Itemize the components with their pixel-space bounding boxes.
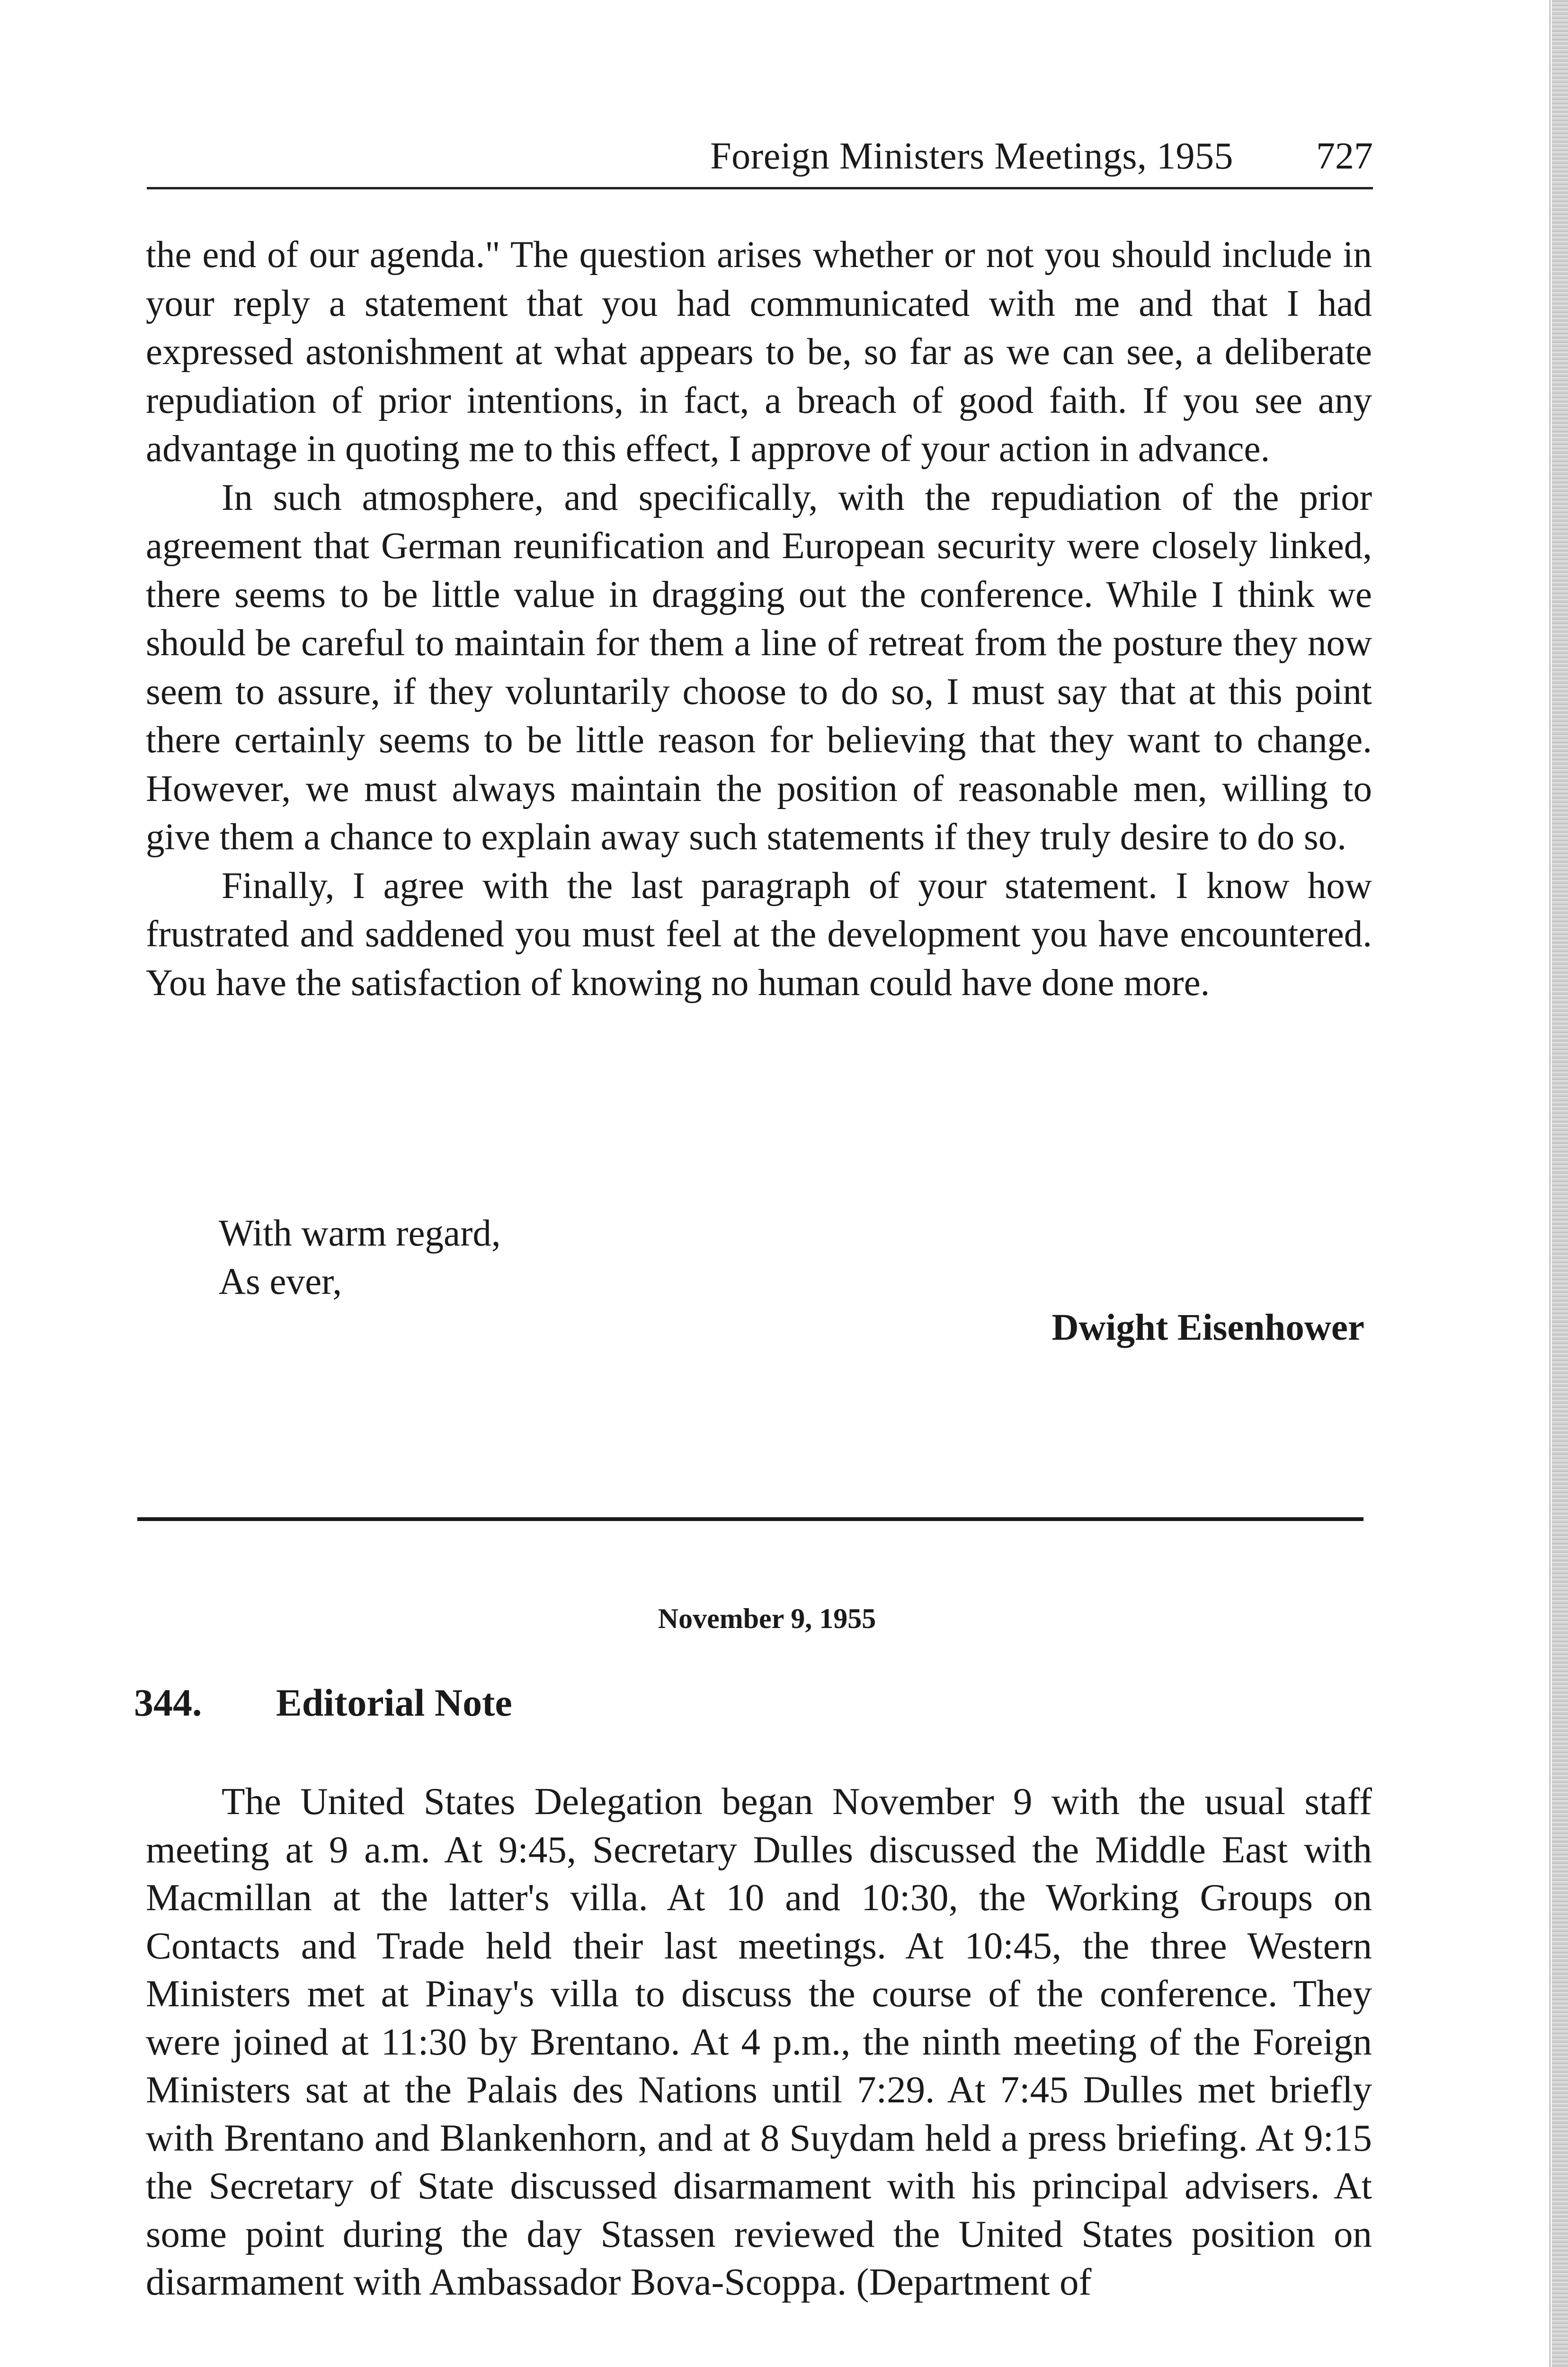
document-title: Editorial Note — [276, 1681, 512, 1724]
closing-regard: With warm regard, — [219, 1213, 501, 1254]
letter-body — [146, 231, 1372, 1007]
document-date: November 9, 1955 — [658, 1603, 876, 1634]
closing-as-ever: As ever, — [219, 1261, 342, 1302]
document-heading — [134, 1681, 512, 1725]
running-head-title: Foreign Ministers Meetings, 1955 — [710, 135, 1233, 177]
section-separator — [137, 1517, 1363, 1521]
letter-paragraph-1: the end of our agenda." The question arises whether or not you should include in your reply a statement that you had communicated with me and that I had expressed astonishment at what appears to be, so far as we can see, a deliberate repudiation of prior intentions, in fact, a breach of good faith. If you see any advantage in quoting me to this effect, I approve of your action in advance. — [146, 234, 1372, 470]
running-head — [147, 135, 1373, 189]
editorial-paragraph: The United States Delegation began November 9 with the usual staff meeting at 9 a.m. At 9:45, Secretary Dulles discussed the Middle East with Macmillan at the latter's villa. At 10 and 10:30, the Working Groups on Contacts and Trade held their last meetings. At 10:45, the three Western Ministers met at Pinay's villa to discuss the course of the conference. They were joined at 11:30 by Brentano. At 4 p.m., the ninth meeting of the Foreign Ministers sat at the Palais des Nations until 7:29. At 7:45 Dulles met briefly with Brentano and Blankenhorn, and at 8 Suydam held a press briefing. At 9:15 the Secretary of State discussed disarmament with his principal advisers. At some point during the day Stassen reviewed the United States position on disarmament with Ambassador Bova-Scoppa. (Department of — [146, 1780, 1372, 2303]
scanned-binding-edge — [1552, 0, 1568, 2367]
editorial-body — [146, 1778, 1372, 2306]
binding-shadow — [1549, 0, 1551, 2367]
letter-paragraph-2: In such atmosphere, and specifically, with the repudiation of the prior agreement that German reunification and European security were closely linked, there seems to be little value in dragging out the conference. While I think we should be careful to maintain for them a line of retreat from the posture they now seem to assure, if they voluntarily choose to do so, I must say that at this point there certainly seems to be little reason for believing that they want to change. However, we must always maintain the position of reasonable men, willing to give them a chance to explain away such statements if they truly desire to do so. — [146, 477, 1372, 858]
letter-paragraph-3: Finally, I agree with the last paragraph of your statement. I know how frustrated and saddened you must feel at the development you have encountered. You have the satisfaction of knowing no human could have done more. — [146, 865, 1372, 1004]
signature: Dwight Eisenhower — [1051, 1307, 1364, 1348]
page-number: 727 — [1316, 135, 1373, 177]
document-number: 344. — [134, 1681, 202, 1724]
